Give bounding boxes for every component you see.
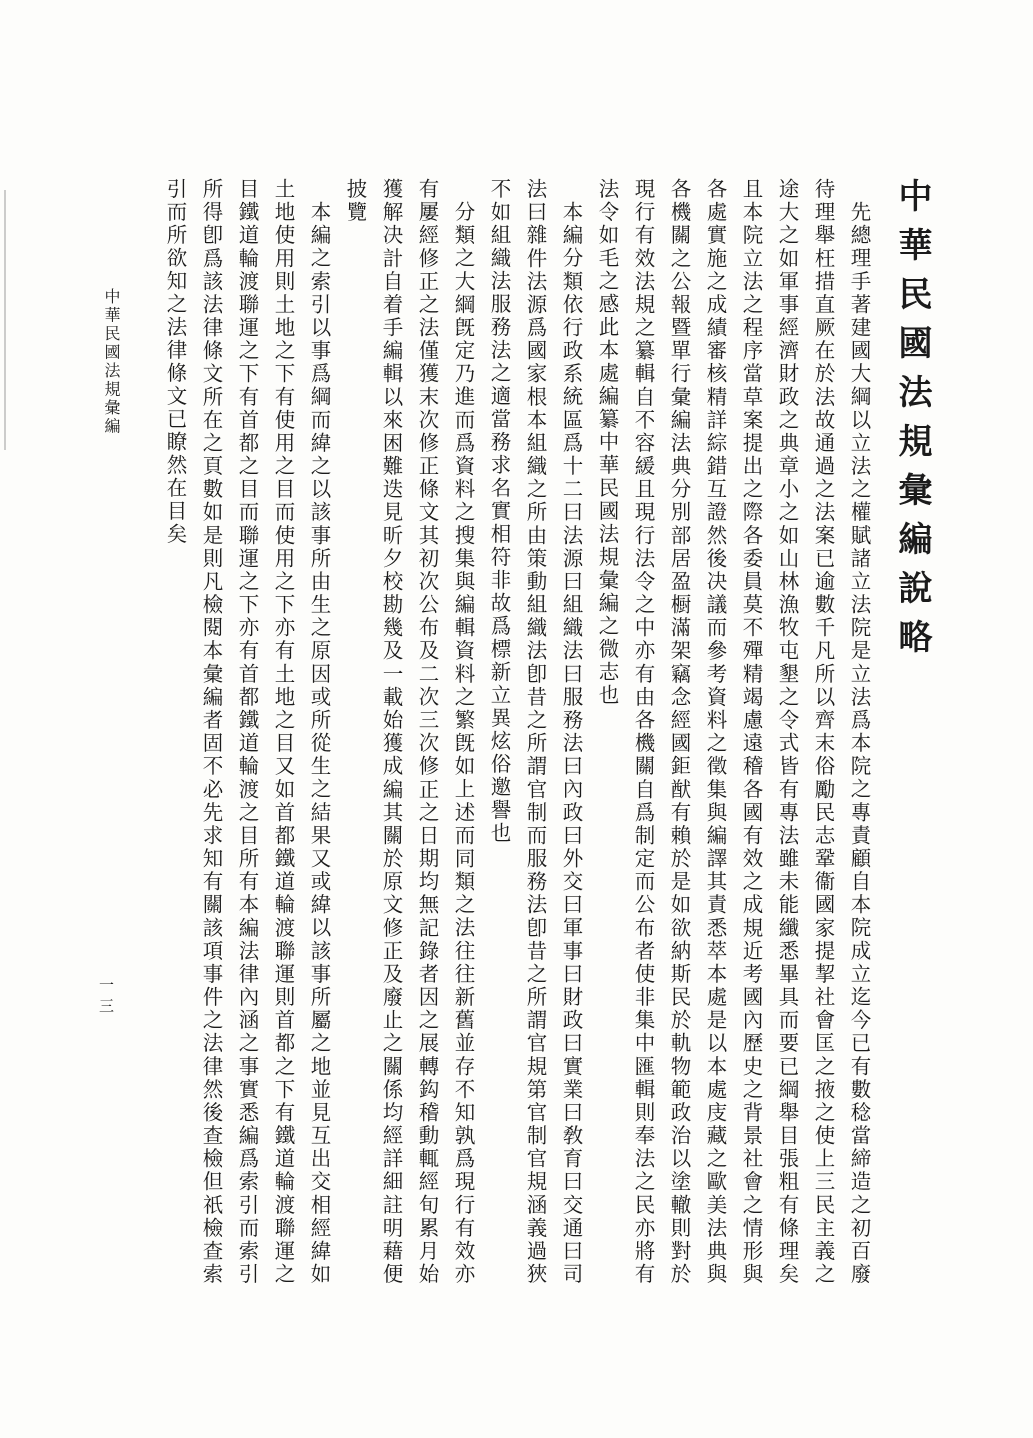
paragraph-3: 分類之大綱旣定乃進而爲資料之搜集與編輯資料之繁旣如上述而同類之法往往新舊並存不知孰爲現行有效亦有屢經修正之法僅獲末次修正條文其初次公布及二次三次修正之日期均無記錄者因之展轉鈎稽動輒經旬累月始獲解决計自着手編輯以來困難迭見昕夕校勘幾及一載始獲成編其關於原文修正及廢止之關係均經詳細註明藉便披覽 — [343, 178, 475, 1286]
margin-running-title: 中華民國法規彙編 — [102, 288, 121, 436]
page-number: 一三 — [97, 977, 115, 1019]
scan-artifact-line — [4, 190, 6, 450]
text-block — [157, 178, 941, 1286]
paragraph-4: 本編之索引以事爲綱而緯之以該事所由生之原因或所從生之結果又或緯以該事所屬之地並見互出交相經緯如土地使用則土地之下有使用之目而使用之下亦有土地之目又如首都鐵道輪渡聯運則首都之下有鐵道輪渡聯運之目鐵道輪渡聯運之下有首都之目而聯運之下亦有首都鐵道輪渡之目所有本編法律內涵之事實悉編爲索引而索引所得卽爲該法律條文所在之頁數如是則凡檢閱本彙編者固不必先求知有關該項事件之法律然後查檢但祇檢查索引而所欲知之法律條文已瞭然在目矣 — [163, 178, 331, 1286]
document-body — [157, 178, 877, 1286]
paragraph-1: 先總理手著建國大綱以立法之權賦諸立法院是立法爲本院之專責顧自本院成立迄今已有數稔當締造之初百廢待理舉枉措直厥在於法故通過之法案已逾數千凡所以齊末俗勵民志鞏衞國家提挈社會匡之掖之使上三民主義之途大之如軍事經濟財政之典章小之如山林漁牧屯墾之令式皆有專法雖未能纖悉畢具而要已綱舉目張粗有條理矣且本院立法之程序當草案提出之際各委員莫不殫精竭慮遠稽各國有效之成規近考國內歷史之背景社會之情形與各處實施之成績審核精詳綜錯互證然後决議而參考資料之徵集與編譯其責悉萃本處是以本處庋藏之歐美法典與各機關之公報暨單行彙編法典分別部居盈橱滿架竊念經國鉅猷有賴於是如欲納斯民於軌物範政治以塗轍則對於現行有效法規之纂輯自不容緩且現行法令之中亦有由各機關自爲制定而公布者使非集中匯輯則奉法之民亦將有法令如毛之感此本處編纂中華民國法規彙編之微志也 — [595, 178, 871, 1286]
document-title: 中華民國法規彙編說略 — [892, 178, 932, 668]
paragraph-2: 本編分類依行政系統區爲十二曰法源曰組織法曰服務法曰內政曰外交曰軍事曰財政曰實業曰敎育曰交通曰司法曰雜件法源爲國家根本組織之所由策動組織法卽昔之所謂官制而服務法卽昔之所謂官規第官制官規涵義過狹不如組織法服務法之適當務求名實相符非故爲標新立異炫俗邀譽也 — [487, 178, 583, 1286]
